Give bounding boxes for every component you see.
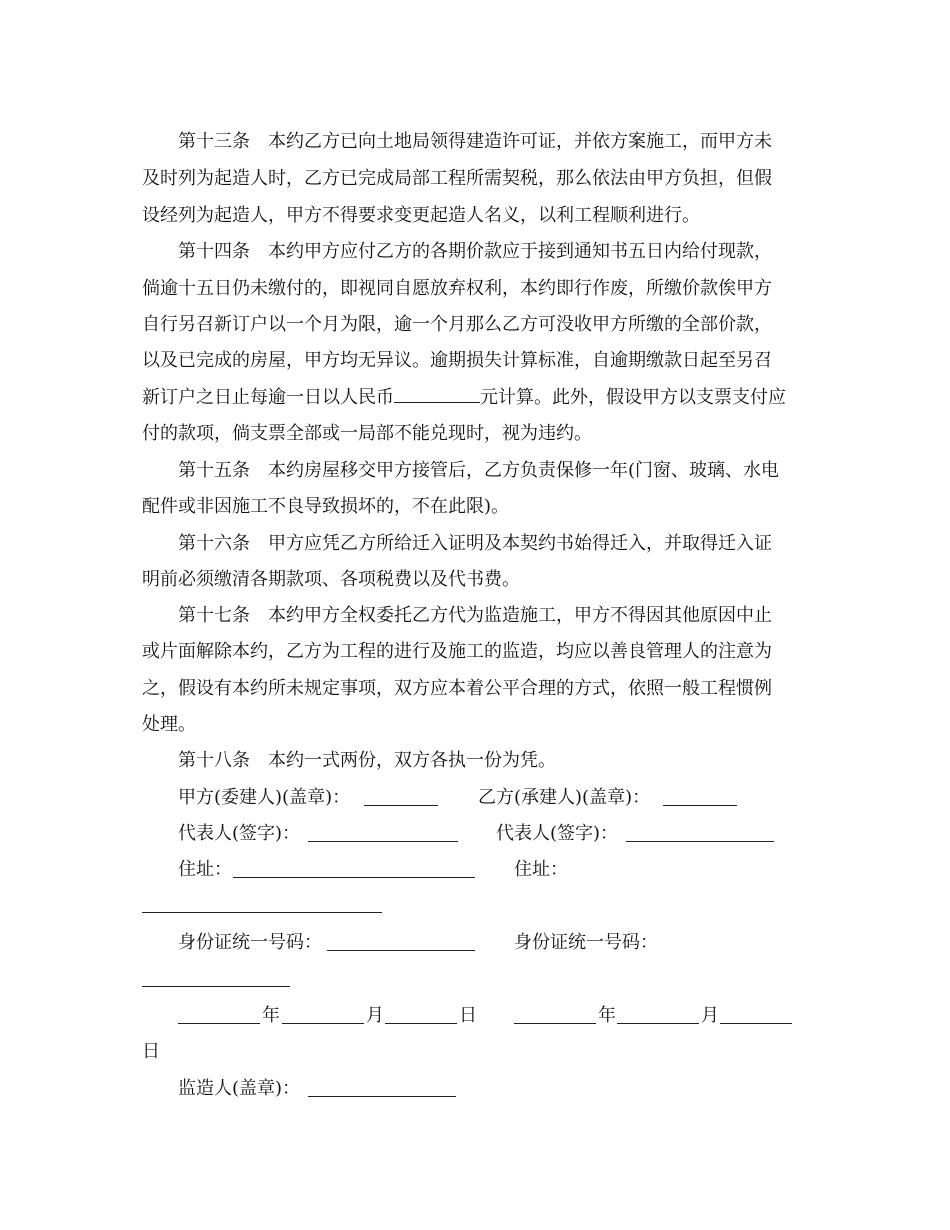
date-a-year-blank: [178, 1023, 260, 1024]
date-b-day-blank: [720, 1023, 792, 1024]
article-16-line-2: 明前必须缴清各期款项、各项税费以及代书费。: [142, 569, 520, 590]
article-14-line-5: [142, 386, 786, 409]
supervisor-seal-label: 监造人(盖章)：: [178, 1078, 301, 1099]
address-b-blank: [142, 912, 382, 913]
article-13-line-2: 及时列为起造人时，乙方已完成局部工程所需契税，那么依法由甲方负担，但假: [142, 168, 772, 189]
party-a-seal-label: 甲方(委建人)(盖章)：: [178, 787, 351, 808]
party-a-seal-blank: [364, 805, 438, 806]
article-15-line-1: 第十五条 本约房屋移交甲方接管后，乙方负责保修一年(门窗、玻璃、水电: [178, 460, 780, 481]
id-b-label: 身份证统一号码：: [514, 932, 658, 953]
party-b-seal-label: 乙方(承建人)(盖章)：: [478, 787, 651, 808]
date-a-month-label: 月: [366, 1005, 384, 1026]
article-17-line-2: 或片面解除本约，乙方为工程的进行及施工的监造，均应以善良管理人的注意为: [142, 641, 772, 662]
article-14-line-1: 第十四条 本约甲方应付乙方的各期价款应于接到通知书五日内给付现款，: [178, 241, 772, 262]
article-13-line-1: 第十三条 本约乙方已向土地局领得建造许可证，并依方案施工，而甲方未: [178, 131, 772, 152]
date-b-month-blank: [617, 1023, 699, 1024]
date-b-year-blank: [514, 1023, 596, 1024]
address-a-blank: [233, 877, 475, 878]
rep-a-label: 代表人(签字)：: [178, 823, 301, 844]
supervisor-seal-blank: [308, 1096, 456, 1097]
date-a-year-label: 年: [262, 1005, 280, 1026]
article-17-line-1: 第十七条 本约甲方全权委托乙方代为监造施工，甲方不得因其他原因中止: [178, 605, 772, 626]
id-b-blank: [142, 986, 290, 987]
rep-b-label: 代表人(签字)：: [496, 823, 619, 844]
date-a-month-blank: [282, 1023, 364, 1024]
article-17-line-4: 处理。: [142, 714, 196, 735]
date-b-year-label: 年: [598, 1005, 616, 1026]
date-a-day-blank: [385, 1023, 457, 1024]
article-15-line-2: 配件或非因施工不良导致损坏的，不在此限)。: [142, 496, 510, 517]
date-b-month-label: 月: [701, 1005, 719, 1026]
rep-a-signature-blank: [308, 841, 458, 842]
article-16-line-1: 第十六条 甲方应凭乙方所给迁入证明及本契约书始得迁入，并取得迁入证: [178, 533, 772, 554]
address-b-label: 住址：: [514, 859, 568, 880]
article-14-line-3: 自行另召新订户以一个月为限，逾一个月那么乙方可没收甲方所缴的全部价款，: [142, 314, 772, 335]
rep-b-signature-blank: [626, 841, 774, 842]
article-13-line-3: 设经列为起造人，甲方不得要求变更起造人名义，以利工程顺利进行。: [142, 205, 700, 226]
article-14-line-5-part-1: 新订户之日止每逾一日以人民币: [142, 387, 394, 408]
party-b-seal-blank: [663, 805, 737, 806]
date-b-day-label: 日: [142, 1041, 160, 1062]
penalty-amount-blank: [394, 386, 480, 403]
article-14-line-5-part-2: 元计算。此外，假设甲方以支票支付应: [480, 387, 786, 408]
id-a-label: 身份证统一号码：: [178, 932, 322, 953]
date-a-day-label: 日: [459, 1005, 477, 1026]
article-14-line-6: 付的款项，倘支票全部或一局部不能兑现时，视为违约。: [142, 423, 592, 444]
article-14-line-4: 以及已完成的房屋，甲方均无异议。逾期损失计算标准，自逾期缴款日起至另召: [142, 350, 772, 371]
id-a-blank: [327, 950, 475, 951]
article-14-line-2: 倘逾十五日仍未缴付的，即视同自愿放弃权利，本约即行作废，所缴价款俟甲方: [142, 278, 772, 299]
address-a-label: 住址：: [178, 859, 232, 880]
article-18-line-1: 第十八条 本约一式两份，双方各执一份为凭。: [178, 750, 556, 771]
article-17-line-3: 之，假设有本约所未规定事项，双方应本着公平合理的方式，依照一般工程惯例: [142, 678, 772, 699]
